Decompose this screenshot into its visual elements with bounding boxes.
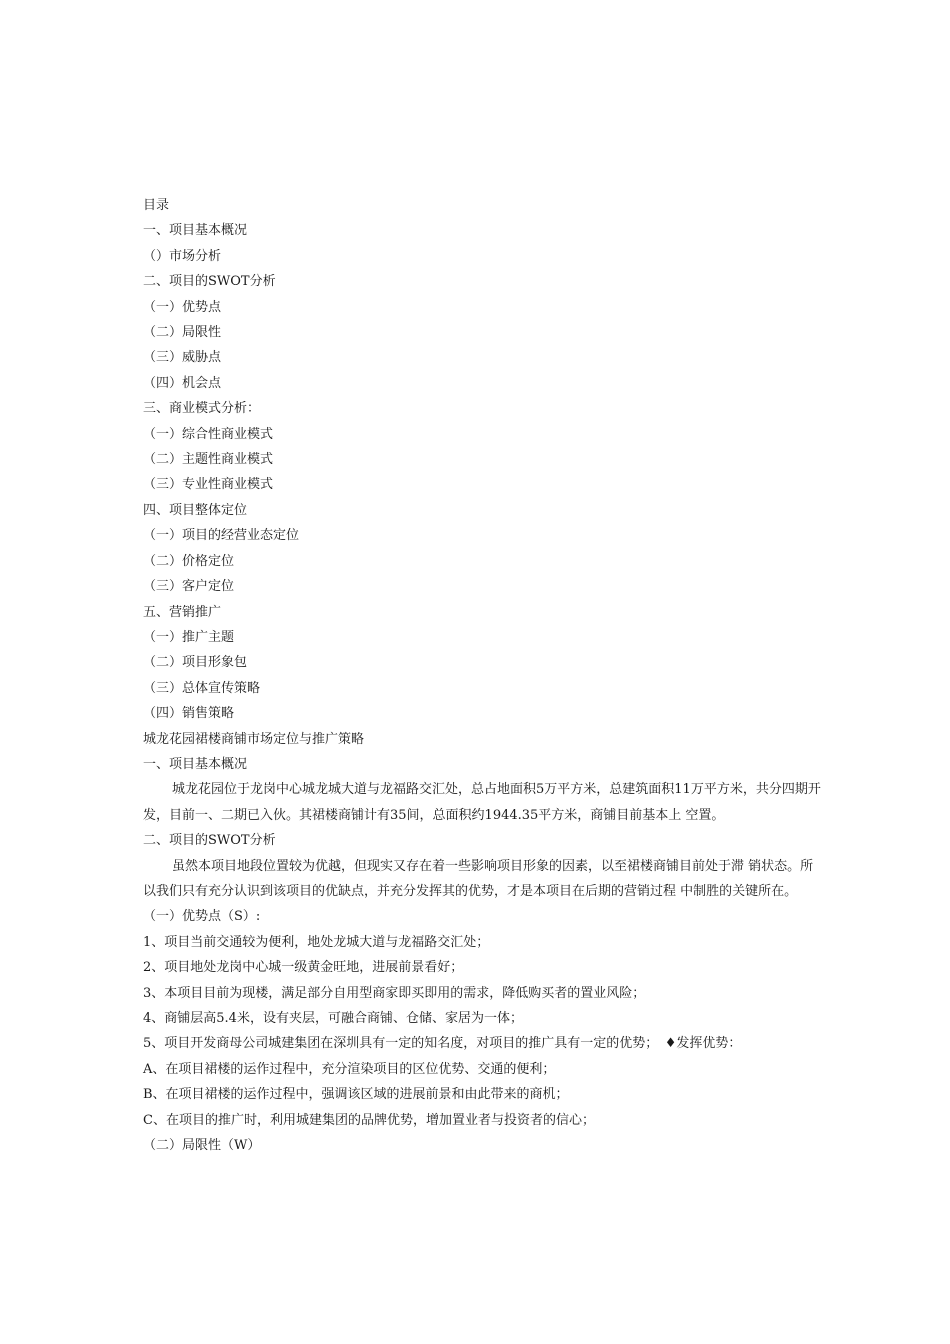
toc-item: 三、商业模式分析： — [143, 401, 261, 417]
list-item: A、在项目裙楼的运作过程中，充分渲染项目的区位优势、交通的便利； — [143, 1061, 556, 1077]
toc-item: 五、营销推广 — [143, 604, 222, 620]
toc-item: （一）项目的经营业态定位 — [143, 528, 300, 544]
toc-item: （一）推广主题 — [143, 629, 235, 645]
toc-item: 二、项目的SWOT分析 — [143, 274, 276, 290]
list-item: C、在项目的推广时，利用城建集团的品牌优势，增加置业者与投资者的信心； — [143, 1112, 595, 1128]
toc-item: （三）威胁点 — [143, 350, 222, 366]
list-item: 5、项目开发商母公司城建集团在深圳具有一定的知名度，对项目的推广具有一定的优势； ♦发挥优势： — [143, 1036, 742, 1052]
toc-item: （三）总体宣传策略 — [143, 680, 261, 696]
weaknesses-heading: （二）局限性（W） — [143, 1138, 261, 1154]
toc-item: 一、项目基本概况 — [143, 223, 248, 239]
toc-item: （）市场分析 — [143, 248, 222, 264]
strengths-heading: （一）优势点（S）: — [143, 909, 261, 925]
strengths-list — [143, 930, 823, 1133]
toc-item: （二）项目形象包 — [143, 655, 248, 671]
toc-title: 目录 — [143, 198, 170, 213]
toc-item: （一）综合性商业模式 — [143, 426, 274, 442]
toc-item: 四、项目整体定位 — [143, 502, 248, 518]
toc-item: （三）专业性商业模式 — [143, 477, 274, 493]
toc-item: （二）主题性商业模式 — [143, 452, 274, 468]
list-item: 3、本项目目前为现楼，满足部分自用型商家即买即用的需求，降低购买者的置业风险； — [143, 985, 646, 1001]
toc-item: （四）销售策略 — [143, 706, 235, 722]
toc-item: （二）价格定位 — [143, 553, 235, 569]
overview-paragraph: 城龙花园位于龙岗中心城龙城大道与龙福路交汇处，总占地面积5万平方米，总建筑面积11万平方米，共分四期开发，目前一、二期已入伙。其裙楼商铺计有35间，总面积约1944.35平方米，商铺目前基本上 空置。 — [143, 782, 821, 823]
swot-paragraph: 虽然本项目地段位置较为优越，但现实又存在着一些影响项目形象的因素，以至裙楼商铺目前处于滞 销状态。所以我们只有充分认识到该项目的优缺点，并充分发挥其的优势，才是本项目在后期的营销过程 中制胜的关键所在。 — [143, 858, 814, 899]
document-page — [143, 193, 823, 1158]
toc-item: （四）机会点 — [143, 375, 222, 391]
list-item: 2、项目地处龙岗中心城一级黄金旺地，进展前景看好； — [143, 960, 464, 976]
section-heading-swot: 二、项目的SWOT分析 — [143, 833, 276, 849]
list-item: 4、商铺层高5.4米，设有夹层，可融合商铺、仓储、家居为一体； — [143, 1011, 523, 1026]
toc-item: （一）优势点 — [143, 299, 222, 315]
list-item: B、在项目裙楼的运作过程中，强调该区域的进展前景和由此带来的商机； — [143, 1087, 569, 1103]
document-title: 城龙花园裙楼商铺市场定位与推广策略 — [143, 731, 365, 747]
toc-item: （三）客户定位 — [143, 579, 235, 595]
section-heading-overview: 一、项目基本概况 — [143, 756, 248, 772]
list-item: 1、项目当前交通较为便利，地处龙城大道与龙福路交汇处； — [143, 934, 490, 950]
toc-item: （二）局限性 — [143, 325, 222, 341]
toc-list — [143, 218, 823, 726]
